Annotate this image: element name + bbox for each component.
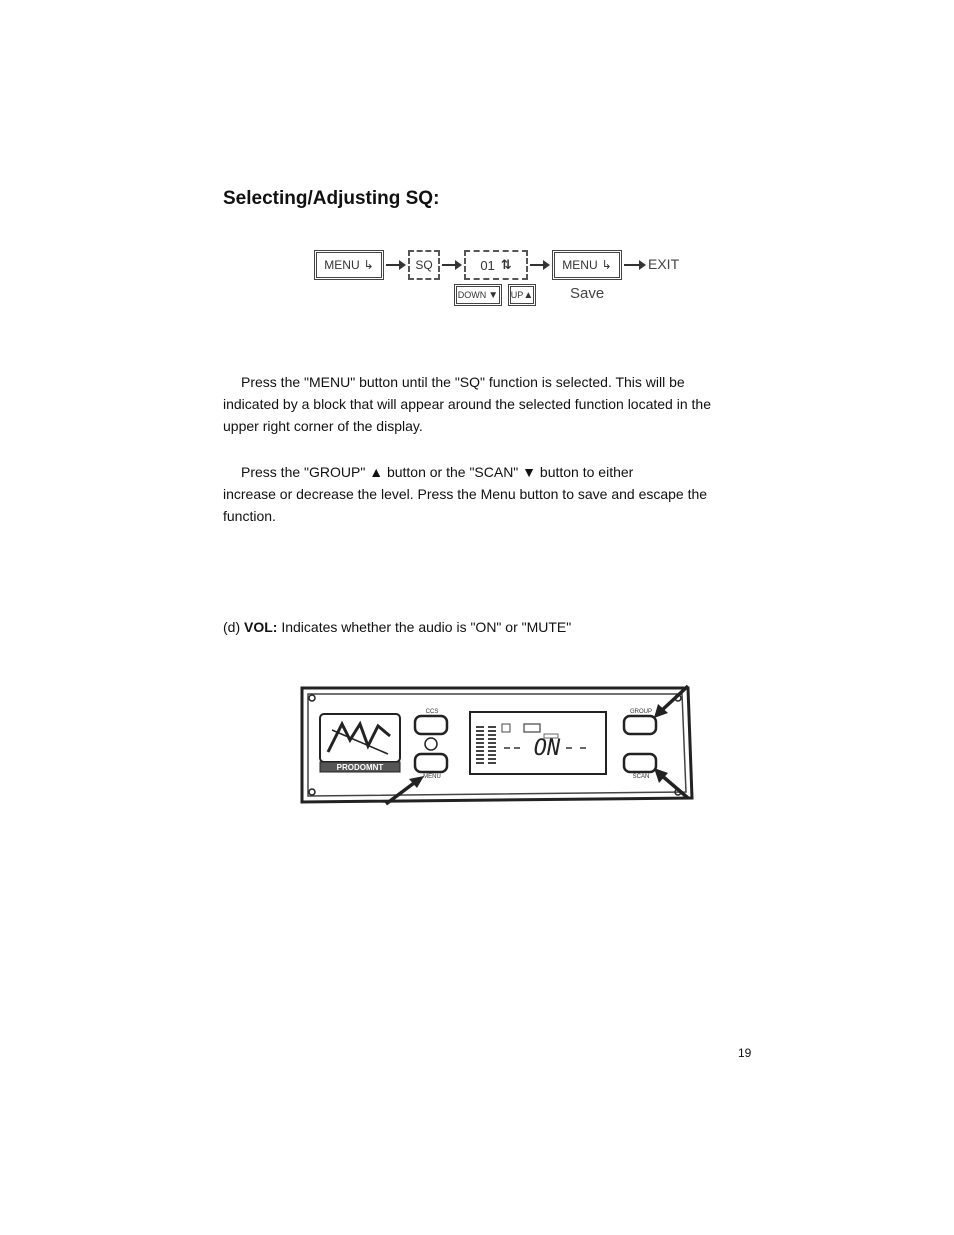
receiver-panel-drawing [298, 680, 698, 810]
peavey-logo [320, 714, 400, 762]
up-down-arrows-icon: ⇅ [500, 257, 512, 272]
instruction-paragraph-2 [223, 461, 723, 527]
value-box [464, 250, 528, 280]
menu-save-box [552, 250, 622, 280]
instruction-text-2b: increase or decrease the level. Press the Menu button to save and escape the function. [223, 486, 708, 524]
section-heading: Selecting/Adjusting SQ: [223, 188, 440, 209]
menu-box-label: MENU [324, 258, 360, 272]
sq-flow-diagram [314, 248, 694, 312]
down-button-box [454, 284, 502, 306]
vol-prefix: (d) [223, 619, 244, 635]
lcd-value: ON [533, 736, 561, 761]
up-button-box [508, 284, 536, 306]
flow-arrow [530, 264, 548, 266]
instruction-paragraph-1 [223, 371, 723, 437]
ccs-indicator [425, 738, 437, 750]
menu-button[interactable] [415, 754, 447, 772]
down-label: DOWN [457, 290, 487, 300]
instruction-text-2a: Press the "GROUP" ▲ button or the "SCAN" ▼ button to either [241, 464, 634, 480]
menu-label: MENU [423, 774, 441, 780]
lcd-display [470, 712, 606, 774]
ccs-label: CCS [425, 709, 439, 715]
flow-arrow [624, 264, 644, 266]
enter-icon: ↳ [363, 258, 374, 272]
exit-label: EXIT [648, 256, 680, 272]
up-arrow-icon: ▲ [523, 289, 534, 301]
scan-button[interactable] [624, 754, 656, 772]
ccs-button[interactable] [415, 716, 447, 734]
group-label: GROUP [629, 709, 653, 715]
instruction-text-1: Press the "MENU" button until the "SQ" function is selected. This will be indicated by a block that will appear around the selected function located in the upper right corner of the display. [223, 374, 711, 434]
page-number: 19 [738, 1046, 752, 1060]
receiver-front-panel [298, 680, 698, 810]
enter-icon: ↳ [601, 258, 612, 272]
group-button[interactable] [624, 716, 656, 734]
scan-label: SCAN [632, 774, 650, 780]
brand-label: PRODOMNT [336, 763, 384, 772]
menu-box [314, 250, 384, 280]
vol-description [223, 616, 723, 638]
value-box-label: 01 [480, 257, 495, 273]
vol-text: Indicates whether the audio is "ON" or "MUTE" [277, 619, 572, 635]
vol-term: VOL: [244, 619, 278, 635]
down-arrow-icon: ▼ [488, 289, 499, 301]
menu-save-box-label: MENU [562, 258, 598, 272]
save-label: Save [570, 285, 605, 302]
sq-box [408, 250, 440, 280]
flow-arrow [386, 264, 404, 266]
flow-arrow [442, 264, 460, 266]
sq-box-label: SQ [415, 258, 433, 272]
up-label: UP [510, 290, 524, 300]
